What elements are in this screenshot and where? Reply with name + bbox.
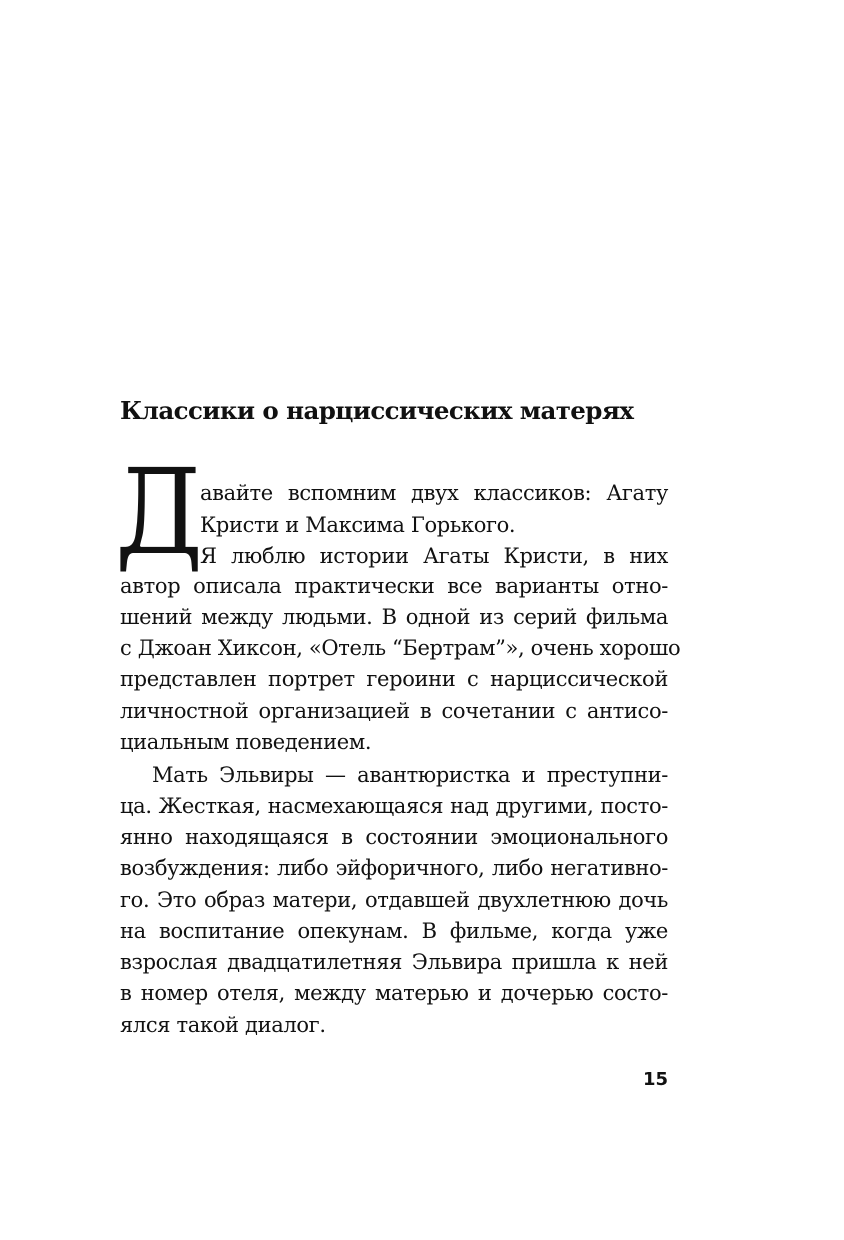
paragraph1-line-6: с Джоан Хиксон, «Отель “Бертрам”», очень хорошо [120,636,681,660]
paragraph1-line-2: Кристи и Максима Горького. [200,513,516,537]
paragraph2-line-1: Мать Эльвиры — авантюристка и преступни- [152,763,668,787]
paragraph1-line-7: представлен портрет героини с нарциссической [120,667,668,691]
page-number: 15 [642,1069,668,1090]
paragraph2-line-9: ялся такой диалог. [120,1013,326,1037]
paragraph2-line-2: ца. Жесткая, насмехающаяся над другими, посто- [120,794,668,818]
paragraph1-line-3: Я люблю истории Агаты Кристи, в них [200,544,668,568]
paragraph1-line-4: автор описала практически все варианты отно- [120,574,668,598]
paragraph1-line-9: циальным поведением. [120,730,372,754]
paragraph1-line-5: шений между людьми. В одной из серий фильма [120,605,668,629]
paragraph2-line-4: возбуждения: либо эйфоричного, либо негативно- [120,856,668,880]
paragraph2-line-5: го. Это образ матери, отдавшей двухлетнюю дочь [120,888,668,912]
paragraph2-line-3: янно находящаяся в состоянии эмоционального [120,825,668,849]
paragraph1-line-1: авайте вспомним двух классиков: Агату [200,481,668,505]
drop-cap-letter: Д [115,443,204,581]
paragraph1-line-8: личностной организацией в сочетании с антисо- [120,699,668,723]
section-heading: Классики о нарциссических матерях [120,396,634,425]
paragraph2-line-7: взрослая двадцатилетняя Эльвира пришла к ней [120,950,668,974]
paragraph2-line-8: в номер отеля, между матерью и дочерью состо- [120,981,668,1005]
paragraph2-line-6: на воспитание опекунам. В фильме, когда уже [120,919,668,943]
